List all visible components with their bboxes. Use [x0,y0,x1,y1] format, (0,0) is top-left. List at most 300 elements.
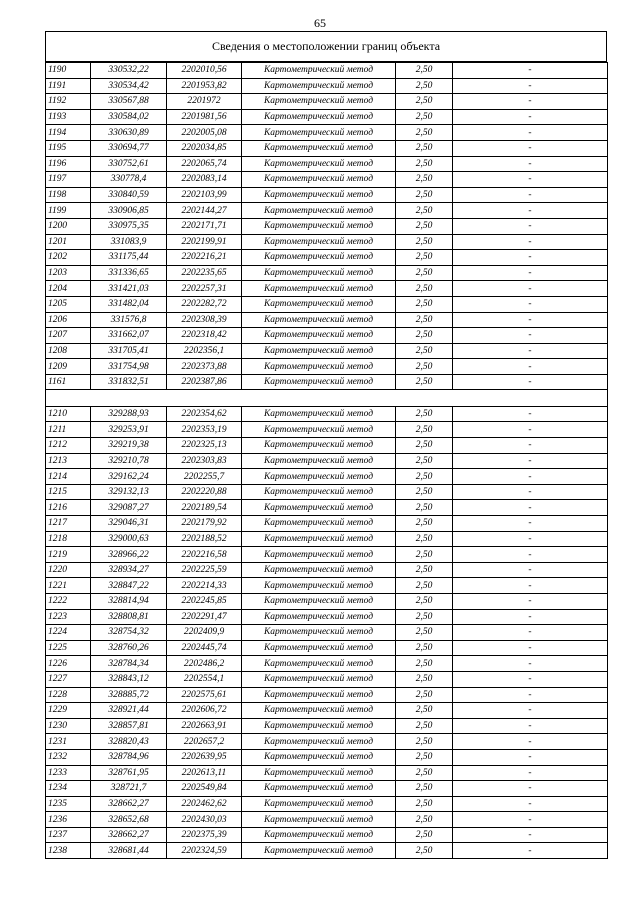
accuracy-value: 2,50 [396,78,453,94]
determination-method: Картометрический метод [242,63,396,79]
point-number: 1194 [46,125,91,141]
coordinate-y: 2202225,59 [167,562,242,578]
table-row [46,827,608,843]
determination-method: Картометрический метод [242,78,396,94]
accuracy-value: 2,50 [396,734,453,750]
note-value: - [453,109,608,125]
coordinate-x: 329132,13 [91,484,167,500]
table-row [46,547,608,563]
accuracy-value: 2,50 [396,531,453,547]
coordinate-y: 2202409,9 [167,625,242,641]
coordinate-x: 328761,95 [91,765,167,781]
determination-method: Картометрический метод [242,422,396,438]
table-row [46,94,608,110]
note-value: - [453,500,608,516]
accuracy-value: 2,50 [396,609,453,625]
point-number: 1229 [46,703,91,719]
point-number: 1223 [46,609,91,625]
table-row [46,625,608,641]
determination-method: Картометрический метод [242,578,396,594]
coordinate-x: 330630,89 [91,125,167,141]
determination-method: Картометрический метод [242,140,396,156]
accuracy-value: 2,50 [396,203,453,219]
coordinate-y: 2202353,19 [167,422,242,438]
table-row [46,140,608,156]
table-row [46,422,608,438]
coordinate-x: 328662,27 [91,827,167,843]
point-number: 1231 [46,734,91,750]
table-row [46,172,608,188]
table-row [46,781,608,797]
note-value: - [453,765,608,781]
accuracy-value: 2,50 [396,312,453,328]
accuracy-value: 2,50 [396,359,453,375]
point-number: 1217 [46,516,91,532]
coordinate-y: 2202216,21 [167,250,242,266]
accuracy-value: 2,50 [396,469,453,485]
coordinate-y: 2202103,99 [167,187,242,203]
coordinate-y: 2202549,84 [167,781,242,797]
note-value: - [453,796,608,812]
point-number: 1195 [46,140,91,156]
determination-method: Картометрический метод [242,453,396,469]
determination-method: Картометрический метод [242,156,396,172]
point-number: 1210 [46,406,91,422]
coordinate-x: 329253,91 [91,422,167,438]
point-number: 1209 [46,359,91,375]
coordinate-y: 2202065,74 [167,156,242,172]
point-number: 1208 [46,343,91,359]
coordinate-x: 328681,44 [91,843,167,859]
note-value: - [453,671,608,687]
note-value: - [453,172,608,188]
accuracy-value: 2,50 [396,218,453,234]
determination-method: Картометрический метод [242,718,396,734]
point-number: 1200 [46,218,91,234]
coordinate-x: 328784,34 [91,656,167,672]
coordinate-x: 328934,27 [91,562,167,578]
coordinate-x: 328808,81 [91,609,167,625]
note-value: - [453,187,608,203]
coordinate-x: 331754,98 [91,359,167,375]
coordinate-x: 328857,81 [91,718,167,734]
note-value: - [453,453,608,469]
determination-method: Картометрический метод [242,218,396,234]
determination-method: Картометрический метод [242,812,396,828]
note-value: - [453,438,608,454]
point-number: 1224 [46,625,91,641]
table-row [46,734,608,750]
point-number: 1228 [46,687,91,703]
determination-method: Картометрический метод [242,343,396,359]
accuracy-value: 2,50 [396,406,453,422]
point-number: 1161 [46,374,91,390]
note-value: - [453,218,608,234]
determination-method: Картометрический метод [242,234,396,250]
table-row [46,250,608,266]
determination-method: Картометрический метод [242,547,396,563]
coordinate-y: 2202255,7 [167,469,242,485]
accuracy-value: 2,50 [396,250,453,266]
point-number: 1190 [46,63,91,79]
determination-method: Картометрический метод [242,609,396,625]
coordinate-y: 2202189,54 [167,500,242,516]
note-value: - [453,687,608,703]
note-value: - [453,578,608,594]
accuracy-value: 2,50 [396,94,453,110]
table-row [46,156,608,172]
coordinate-x: 330534,42 [91,78,167,94]
note-value: - [453,265,608,281]
coordinate-y: 2202657,2 [167,734,242,750]
point-number: 1221 [46,578,91,594]
note-value: - [453,516,608,532]
accuracy-value: 2,50 [396,125,453,141]
note-value: - [453,718,608,734]
accuracy-value: 2,50 [396,109,453,125]
accuracy-value: 2,50 [396,328,453,344]
coordinate-y: 2202356,1 [167,343,242,359]
coordinate-x: 329087,27 [91,500,167,516]
accuracy-value: 2,50 [396,547,453,563]
coordinate-x: 330567,88 [91,94,167,110]
coordinate-x: 331421,03 [91,281,167,297]
point-number: 1236 [46,812,91,828]
coordinate-x: 328843,12 [91,671,167,687]
determination-method: Картометрический метод [242,687,396,703]
coordinate-y: 2202235,65 [167,265,242,281]
table-row [46,203,608,219]
note-value: - [453,562,608,578]
coordinate-x: 331336,65 [91,265,167,281]
determination-method: Картометрический метод [242,406,396,422]
coordinate-x: 331482,04 [91,296,167,312]
coordinate-y: 2202245,85 [167,593,242,609]
note-value: - [453,63,608,79]
determination-method: Картометрический метод [242,656,396,672]
point-number: 1230 [46,718,91,734]
note-value: - [453,140,608,156]
note-value: - [453,156,608,172]
accuracy-value: 2,50 [396,827,453,843]
coordinate-x: 329288,93 [91,406,167,422]
coordinate-x: 330778,4 [91,172,167,188]
note-value: - [453,593,608,609]
coordinate-y: 2202606,72 [167,703,242,719]
point-number: 1206 [46,312,91,328]
point-number: 1218 [46,531,91,547]
determination-method: Картометрический метод [242,843,396,859]
coordinate-x: 329219,38 [91,438,167,454]
determination-method: Картометрический метод [242,265,396,281]
table-row [46,671,608,687]
coordinate-y: 2202318,42 [167,328,242,344]
coordinate-y: 2202291,47 [167,609,242,625]
determination-method: Картометрический метод [242,516,396,532]
note-value: - [453,343,608,359]
determination-method: Картометрический метод [242,703,396,719]
point-number: 1219 [46,547,91,563]
coordinate-y: 2202171,71 [167,218,242,234]
point-number: 1207 [46,328,91,344]
table-row [46,343,608,359]
accuracy-value: 2,50 [396,374,453,390]
point-number: 1212 [46,438,91,454]
table-row [46,531,608,547]
point-number: 1192 [46,94,91,110]
note-value: - [453,812,608,828]
point-number: 1204 [46,281,91,297]
table-row [46,812,608,828]
point-number: 1227 [46,671,91,687]
coordinate-y: 2202445,74 [167,640,242,656]
point-number: 1216 [46,500,91,516]
coordinate-x: 328784,96 [91,749,167,765]
coordinate-y: 2202324,59 [167,843,242,859]
table-row [46,187,608,203]
coordinate-y: 2202373,88 [167,359,242,375]
accuracy-value: 2,50 [396,296,453,312]
coordinate-x: 328966,22 [91,547,167,563]
coordinate-y: 2202387,86 [167,374,242,390]
point-number: 1197 [46,172,91,188]
determination-method: Картометрический метод [242,593,396,609]
coordinate-x: 330906,85 [91,203,167,219]
coordinate-x: 330694,77 [91,140,167,156]
table-row [46,109,608,125]
table-row [46,562,608,578]
determination-method: Картометрический метод [242,374,396,390]
point-number: 1202 [46,250,91,266]
coordinate-y: 2202554,1 [167,671,242,687]
accuracy-value: 2,50 [396,749,453,765]
coordinate-x: 330840,59 [91,187,167,203]
coordinates-table-body [46,63,608,859]
accuracy-value: 2,50 [396,172,453,188]
accuracy-value: 2,50 [396,656,453,672]
point-number: 1220 [46,562,91,578]
accuracy-value: 2,50 [396,562,453,578]
separator-row [46,390,608,406]
table-row [46,796,608,812]
note-value: - [453,547,608,563]
determination-method: Картометрический метод [242,172,396,188]
table-row [46,218,608,234]
accuracy-value: 2,50 [396,516,453,532]
coordinate-x: 330584,02 [91,109,167,125]
determination-method: Картометрический метод [242,125,396,141]
note-value: - [453,359,608,375]
note-value: - [453,78,608,94]
coordinate-x: 331576,8 [91,312,167,328]
table-row [46,63,608,79]
point-number: 1225 [46,640,91,656]
accuracy-value: 2,50 [396,140,453,156]
determination-method: Картометрический метод [242,281,396,297]
table-row [46,656,608,672]
coordinate-y: 2202179,92 [167,516,242,532]
coordinate-x: 329000,63 [91,531,167,547]
table-row [46,593,608,609]
coordinate-y: 2202308,39 [167,312,242,328]
note-value: - [453,469,608,485]
table-row [46,765,608,781]
table-row [46,703,608,719]
coordinate-x: 328754,32 [91,625,167,641]
coordinate-y: 2202325,13 [167,438,242,454]
accuracy-value: 2,50 [396,281,453,297]
accuracy-value: 2,50 [396,453,453,469]
determination-method: Картометрический метод [242,187,396,203]
accuracy-value: 2,50 [396,265,453,281]
note-value: - [453,422,608,438]
accuracy-value: 2,50 [396,187,453,203]
coordinate-x: 328760,26 [91,640,167,656]
point-number: 1235 [46,796,91,812]
note-value: - [453,843,608,859]
accuracy-value: 2,50 [396,578,453,594]
table-row [46,359,608,375]
note-value: - [453,406,608,422]
note-value: - [453,203,608,219]
table-row [46,438,608,454]
accuracy-value: 2,50 [396,422,453,438]
coordinate-x: 331832,51 [91,374,167,390]
coordinate-y: 2202613,11 [167,765,242,781]
note-value: - [453,625,608,641]
page-number: 65 [314,16,326,30]
coordinate-y: 2202010,56 [167,63,242,79]
coordinate-y: 2202257,31 [167,281,242,297]
determination-method: Картометрический метод [242,312,396,328]
note-value: - [453,484,608,500]
coordinate-y: 2202375,39 [167,827,242,843]
determination-method: Картометрический метод [242,250,396,266]
point-number: 1211 [46,422,91,438]
coordinate-y: 2202188,52 [167,531,242,547]
accuracy-value: 2,50 [396,765,453,781]
note-value: - [453,781,608,797]
coordinate-x: 328662,27 [91,796,167,812]
coordinate-y: 2202199,91 [167,234,242,250]
coordinate-x: 331175,44 [91,250,167,266]
coordinate-y: 2202462,62 [167,796,242,812]
coordinate-y: 2201953,82 [167,78,242,94]
coordinate-x: 328814,94 [91,593,167,609]
coordinate-x: 331083,9 [91,234,167,250]
note-value: - [453,827,608,843]
coordinate-y: 2201981,56 [167,109,242,125]
note-value: - [453,749,608,765]
accuracy-value: 2,50 [396,671,453,687]
coordinate-y: 2202282,72 [167,296,242,312]
note-value: - [453,609,608,625]
table-row [46,469,608,485]
determination-method: Картометрический метод [242,640,396,656]
coordinate-y: 2202354,62 [167,406,242,422]
determination-method: Картометрический метод [242,734,396,750]
determination-method: Картометрический метод [242,94,396,110]
coordinate-x: 331662,07 [91,328,167,344]
coordinates-table [45,62,608,859]
table-row [46,312,608,328]
accuracy-value: 2,50 [396,718,453,734]
determination-method: Картометрический метод [242,671,396,687]
note-value: - [453,312,608,328]
coordinate-y: 2202034,85 [167,140,242,156]
table-row [46,374,608,390]
accuracy-value: 2,50 [396,63,453,79]
coordinate-x: 328652,68 [91,812,167,828]
coordinate-y: 2202303,83 [167,453,242,469]
coordinate-x: 328921,44 [91,703,167,719]
note-value: - [453,531,608,547]
determination-method: Картометрический метод [242,827,396,843]
coordinate-y: 2202005,08 [167,125,242,141]
accuracy-value: 2,50 [396,156,453,172]
determination-method: Картометрический метод [242,203,396,219]
point-number: 1193 [46,109,91,125]
coordinate-x: 328820,43 [91,734,167,750]
determination-method: Картометрический метод [242,296,396,312]
accuracy-value: 2,50 [396,343,453,359]
table-row [46,265,608,281]
table-row [46,843,608,859]
point-number: 1226 [46,656,91,672]
point-number: 1232 [46,749,91,765]
point-number: 1222 [46,593,91,609]
coordinate-y: 2202216,58 [167,547,242,563]
determination-method: Картометрический метод [242,359,396,375]
point-number: 1199 [46,203,91,219]
table-row [46,296,608,312]
point-number: 1203 [46,265,91,281]
determination-method: Картометрический метод [242,765,396,781]
accuracy-value: 2,50 [396,703,453,719]
point-number: 1214 [46,469,91,485]
note-value: - [453,94,608,110]
note-value: - [453,296,608,312]
coordinate-x: 330752,61 [91,156,167,172]
coordinate-x: 328847,22 [91,578,167,594]
table-row [46,328,608,344]
table-row [46,640,608,656]
determination-method: Картометрический метод [242,562,396,578]
determination-method: Картометрический метод [242,328,396,344]
point-number: 1238 [46,843,91,859]
table-row [46,453,608,469]
coordinate-y: 2202083,14 [167,172,242,188]
point-number: 1201 [46,234,91,250]
note-value: - [453,234,608,250]
coordinate-x: 329162,24 [91,469,167,485]
note-value: - [453,640,608,656]
coordinate-x: 330532,22 [91,63,167,79]
point-number: 1234 [46,781,91,797]
accuracy-value: 2,50 [396,593,453,609]
determination-method: Картометрический метод [242,500,396,516]
table-title: Сведения о местоположении границ объекта [45,31,607,62]
point-number: 1198 [46,187,91,203]
note-value: - [453,656,608,672]
determination-method: Картометрический метод [242,749,396,765]
accuracy-value: 2,50 [396,234,453,250]
coordinate-y: 2202575,61 [167,687,242,703]
coordinate-y: 2202663,91 [167,718,242,734]
separator-cell [46,390,608,406]
point-number: 1205 [46,296,91,312]
note-value: - [453,250,608,266]
